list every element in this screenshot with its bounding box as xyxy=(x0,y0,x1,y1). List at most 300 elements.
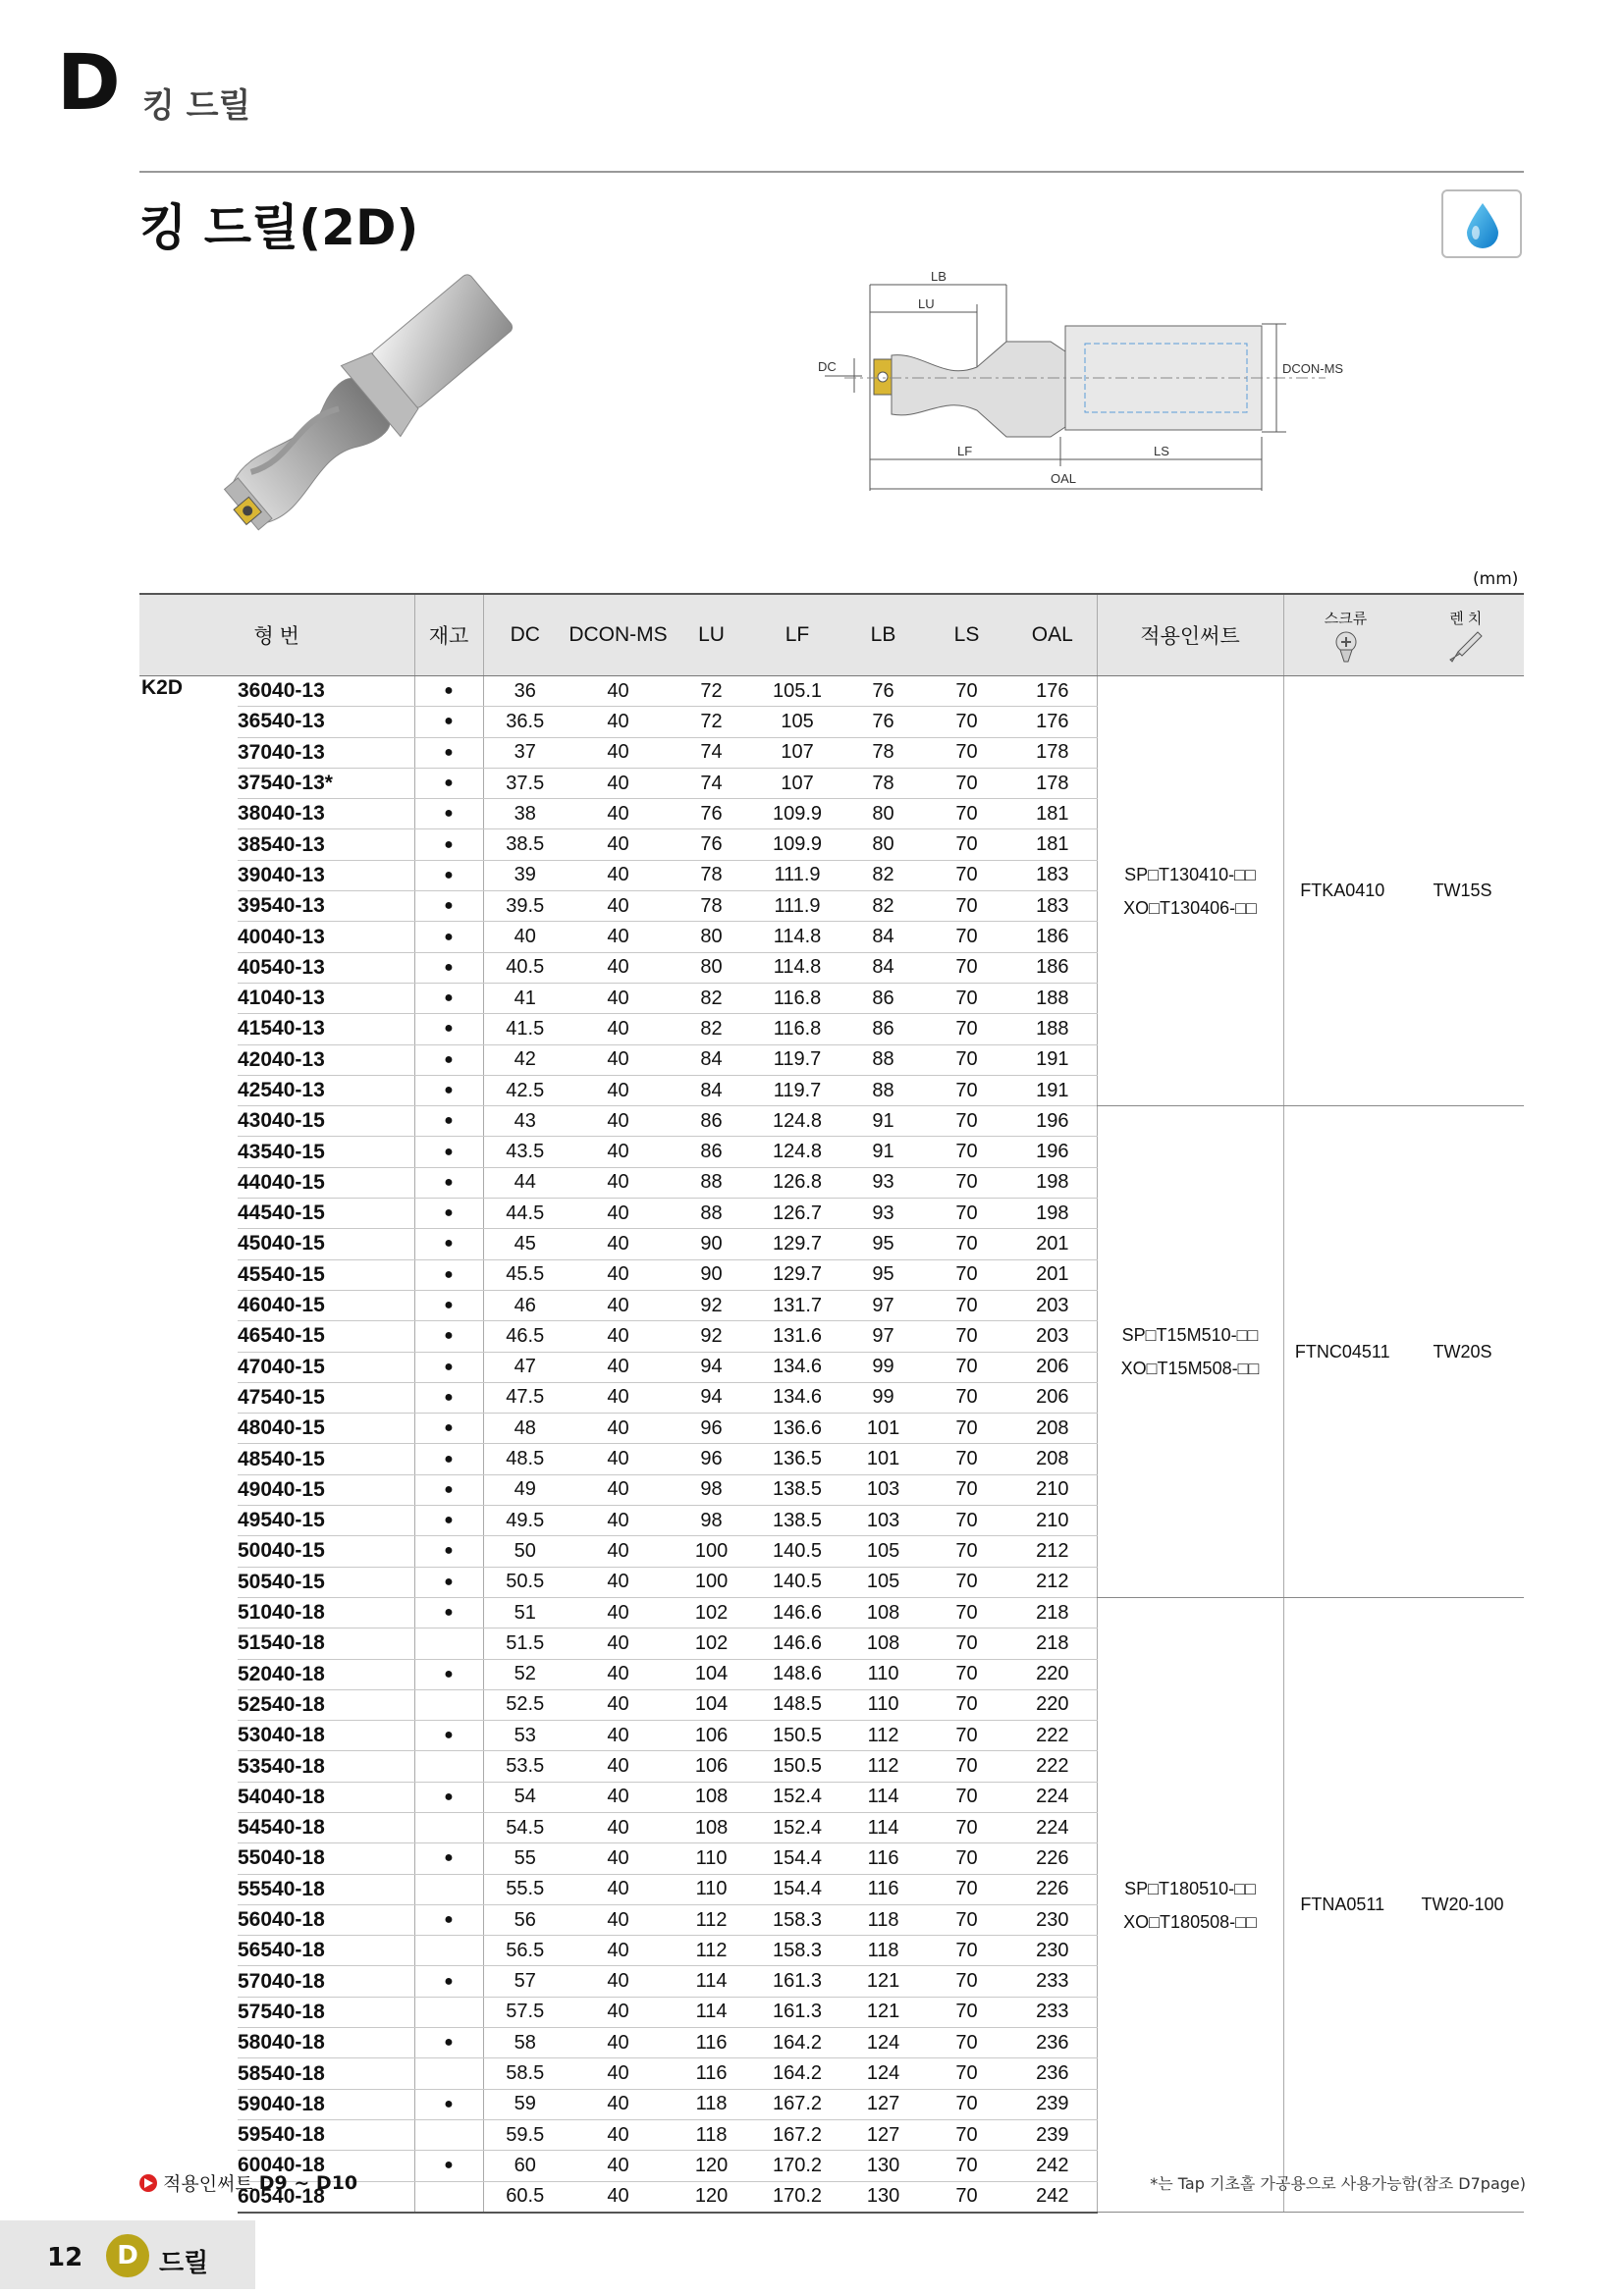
model-code: 37040-13 xyxy=(238,737,414,768)
cell-ls: 70 xyxy=(925,1966,1008,1997)
model-code: 45540-15 xyxy=(238,1259,414,1290)
model-code: 46040-15 xyxy=(238,1290,414,1320)
cell-stock: ● xyxy=(414,1782,483,1812)
cell-dc: 48 xyxy=(483,1414,567,1444)
cell-oal: 186 xyxy=(1008,922,1097,952)
insert-code: SP□T15M510-□□ xyxy=(1121,1325,1259,1346)
model-code: 36040-13 xyxy=(238,676,414,707)
cell-lb: 118 xyxy=(841,1936,925,1966)
cell-lu: 116 xyxy=(670,2058,753,2089)
cell-lf: 148.5 xyxy=(753,1689,841,1720)
section-badge: D xyxy=(106,2234,149,2277)
cell-ls: 70 xyxy=(925,2089,1008,2119)
cell-oal: 226 xyxy=(1008,1843,1097,1874)
cell-lb: 101 xyxy=(841,1414,925,1444)
cell-ls: 70 xyxy=(925,1721,1008,1751)
cell-stock: ● xyxy=(414,707,483,737)
cell-dc: 52 xyxy=(483,1659,567,1689)
cell-lu: 102 xyxy=(670,1629,753,1659)
model-code: 57040-18 xyxy=(238,1966,414,1997)
section-label: 드릴 xyxy=(159,2249,209,2278)
cell-dcon: 40 xyxy=(567,860,670,890)
cell-oal: 183 xyxy=(1008,891,1097,922)
cell-lb: 76 xyxy=(841,676,925,707)
cell-oal: 176 xyxy=(1008,707,1097,737)
cell-dcon: 40 xyxy=(567,1721,670,1751)
cell-lb: 130 xyxy=(841,2151,925,2181)
cell-stock: ● xyxy=(414,1075,483,1105)
cell-dcon: 40 xyxy=(567,1904,670,1935)
cell-dcon: 40 xyxy=(567,1352,670,1382)
cell-dcon: 40 xyxy=(567,1997,670,2027)
cell-dcon: 40 xyxy=(567,1874,670,1904)
table-row xyxy=(139,1597,1524,1628)
coolant-drop-icon xyxy=(1441,189,1522,258)
cell-lu: 98 xyxy=(670,1506,753,1536)
cell-dc: 44 xyxy=(483,1167,567,1198)
cell-dcon: 40 xyxy=(567,799,670,829)
cell-lu: 100 xyxy=(670,1567,753,1597)
cell-ls: 70 xyxy=(925,1044,1008,1075)
model-code: 60540-18 xyxy=(238,2181,414,2213)
cell-oal: 201 xyxy=(1008,1259,1097,1290)
cell-lb: 105 xyxy=(841,1536,925,1567)
cell-dcon: 40 xyxy=(567,1075,670,1105)
section-letter: D xyxy=(57,39,121,128)
cell-stock xyxy=(414,1751,483,1782)
cell-oal: 208 xyxy=(1008,1414,1097,1444)
cell-lb: 95 xyxy=(841,1259,925,1290)
cell-lf: 114.8 xyxy=(753,952,841,983)
cell-dcon: 40 xyxy=(567,1536,670,1567)
cell-dc: 40.5 xyxy=(483,952,567,983)
insert-code: SP□T130410-□□ xyxy=(1124,864,1256,884)
cell-lf: 111.9 xyxy=(753,860,841,890)
cell-stock: ● xyxy=(414,1259,483,1290)
cell-lu: 78 xyxy=(670,860,753,890)
col-lu: LU xyxy=(670,594,753,676)
cell-stock xyxy=(414,2181,483,2213)
cell-lu: 96 xyxy=(670,1414,753,1444)
cell-lf: 136.5 xyxy=(753,1444,841,1474)
cell-dcon: 40 xyxy=(567,676,670,707)
cell-oal: 198 xyxy=(1008,1167,1097,1198)
model-code: 50540-15 xyxy=(238,1567,414,1597)
screw-icon xyxy=(1328,628,1364,664)
cell-ls: 70 xyxy=(925,1259,1008,1290)
cell-ls: 70 xyxy=(925,1936,1008,1966)
cell-dcon: 40 xyxy=(567,1290,670,1320)
model-code: 42540-13 xyxy=(238,1075,414,1105)
cell-lb: 127 xyxy=(841,2089,925,2119)
cell-dc: 50 xyxy=(483,1536,567,1567)
cell-dcon: 40 xyxy=(567,1659,670,1689)
cell-ls: 70 xyxy=(925,1382,1008,1413)
cell-dcon: 40 xyxy=(567,1414,670,1444)
cell-lb: 88 xyxy=(841,1075,925,1105)
cell-lb: 95 xyxy=(841,1229,925,1259)
cell-dcon: 40 xyxy=(567,2028,670,2058)
cell-stock xyxy=(414,1997,483,2027)
cell-lu: 110 xyxy=(670,1843,753,1874)
cell-lf: 167.2 xyxy=(753,2119,841,2150)
cell-oal: 220 xyxy=(1008,1659,1097,1689)
cell-lf: 105.1 xyxy=(753,676,841,707)
model-code: 38040-13 xyxy=(238,799,414,829)
cell-lf: 126.7 xyxy=(753,1199,841,1229)
insert-cell xyxy=(1097,1597,1283,2212)
cell-ls: 70 xyxy=(925,1167,1008,1198)
cell-ls: 70 xyxy=(925,1414,1008,1444)
cell-lu: 118 xyxy=(670,2119,753,2150)
wrench-header xyxy=(1448,608,1484,664)
cell-dcon: 40 xyxy=(567,1567,670,1597)
cell-lb: 103 xyxy=(841,1506,925,1536)
cell-oal: 239 xyxy=(1008,2119,1097,2150)
cell-lu: 74 xyxy=(670,737,753,768)
cell-dc: 54 xyxy=(483,1782,567,1812)
cell-stock: ● xyxy=(414,891,483,922)
cell-lb: 121 xyxy=(841,1997,925,2027)
cell-lf: 167.2 xyxy=(753,2089,841,2119)
cell-oal: 212 xyxy=(1008,1567,1097,1597)
cell-ls: 70 xyxy=(925,1567,1008,1597)
cell-stock: ● xyxy=(414,860,483,890)
cell-lb: 116 xyxy=(841,1843,925,1874)
cell-lb: 91 xyxy=(841,1137,925,1167)
cell-lf: 134.6 xyxy=(753,1382,841,1413)
cell-lb: 101 xyxy=(841,1444,925,1474)
cell-stock: ● xyxy=(414,1536,483,1567)
cell-dc: 58.5 xyxy=(483,2058,567,2089)
cell-lf: 146.6 xyxy=(753,1597,841,1628)
cell-stock: ● xyxy=(414,1567,483,1597)
model-code: 37540-13* xyxy=(238,768,414,798)
cell-ls: 70 xyxy=(925,1597,1008,1628)
cell-dcon: 40 xyxy=(567,1199,670,1229)
insert-code: XO□T15M508-□□ xyxy=(1120,1359,1260,1379)
model-code: 49540-15 xyxy=(238,1506,414,1536)
model-code: 56040-18 xyxy=(238,1904,414,1935)
cell-dc: 48.5 xyxy=(483,1444,567,1474)
model-code: 40540-13 xyxy=(238,952,414,983)
cell-dcon: 40 xyxy=(567,952,670,983)
model-code: 55040-18 xyxy=(238,1843,414,1874)
cell-ls: 70 xyxy=(925,1904,1008,1935)
cell-oal: 206 xyxy=(1008,1352,1097,1382)
cell-dcon: 40 xyxy=(567,1843,670,1874)
cell-ls: 70 xyxy=(925,891,1008,922)
cell-dc: 55 xyxy=(483,1843,567,1874)
cell-lu: 118 xyxy=(670,2089,753,2119)
cell-ls: 70 xyxy=(925,2151,1008,2181)
cell-ls: 70 xyxy=(925,1689,1008,1720)
cell-lb: 82 xyxy=(841,860,925,890)
cell-lu: 110 xyxy=(670,1874,753,1904)
cell-lf: 134.6 xyxy=(753,1352,841,1382)
wrench-code: TW20-100 xyxy=(1401,1597,1524,2212)
cell-ls: 70 xyxy=(925,2119,1008,2150)
cell-stock: ● xyxy=(414,768,483,798)
section-title: 킹 드릴 xyxy=(142,86,251,126)
cell-dc: 40 xyxy=(483,922,567,952)
cell-ls: 70 xyxy=(925,829,1008,860)
cell-ls: 70 xyxy=(925,1014,1008,1044)
cell-dcon: 40 xyxy=(567,1259,670,1290)
cell-lu: 86 xyxy=(670,1106,753,1137)
cell-oal: 183 xyxy=(1008,860,1097,890)
cell-stock: ● xyxy=(414,1721,483,1751)
insert-cell xyxy=(1097,676,1283,1106)
cell-dcon: 40 xyxy=(567,1474,670,1505)
cell-dc: 44.5 xyxy=(483,1199,567,1229)
cell-lu: 82 xyxy=(670,983,753,1013)
cell-lf: 129.7 xyxy=(753,1229,841,1259)
cell-dcon: 40 xyxy=(567,768,670,798)
cell-stock: ● xyxy=(414,1199,483,1229)
cell-lu: 88 xyxy=(670,1199,753,1229)
cell-dc: 54.5 xyxy=(483,1812,567,1842)
cell-stock: ● xyxy=(414,983,483,1013)
model-code: 55540-18 xyxy=(238,1874,414,1904)
screw-code: FTNA0511 xyxy=(1283,1597,1401,2212)
cell-dc: 43.5 xyxy=(483,1137,567,1167)
cell-lf: 114.8 xyxy=(753,922,841,952)
cell-lb: 112 xyxy=(841,1721,925,1751)
cell-dc: 51 xyxy=(483,1597,567,1628)
cell-oal: 226 xyxy=(1008,1874,1097,1904)
cell-oal: 191 xyxy=(1008,1075,1097,1105)
label-ls: LS xyxy=(1154,444,1169,458)
cell-ls: 70 xyxy=(925,1106,1008,1137)
cell-dc: 45.5 xyxy=(483,1259,567,1290)
cell-oal: 206 xyxy=(1008,1382,1097,1413)
cell-dcon: 40 xyxy=(567,1044,670,1075)
model-code: 54540-18 xyxy=(238,1812,414,1842)
cell-dc: 50.5 xyxy=(483,1567,567,1597)
cell-lf: 158.3 xyxy=(753,1936,841,1966)
model-code: 43540-15 xyxy=(238,1137,414,1167)
cell-oal: 210 xyxy=(1008,1474,1097,1505)
cell-oal: 218 xyxy=(1008,1629,1097,1659)
unit-label: (mm) xyxy=(1473,569,1519,589)
cell-oal: 233 xyxy=(1008,1966,1097,1997)
cell-dc: 39.5 xyxy=(483,891,567,922)
label-dc: DC xyxy=(818,359,837,374)
cell-stock: ● xyxy=(414,829,483,860)
model-code: 57540-18 xyxy=(238,1997,414,2027)
cell-lb: 110 xyxy=(841,1689,925,1720)
cell-ls: 70 xyxy=(925,1352,1008,1382)
cell-lu: 94 xyxy=(670,1382,753,1413)
cell-dc: 49 xyxy=(483,1474,567,1505)
cell-lf: 154.4 xyxy=(753,1874,841,1904)
cell-ls: 70 xyxy=(925,983,1008,1013)
cell-lf: 107 xyxy=(753,768,841,798)
cell-lu: 84 xyxy=(670,1044,753,1075)
cell-lb: 124 xyxy=(841,2058,925,2089)
cell-stock: ● xyxy=(414,1382,483,1413)
cell-lu: 112 xyxy=(670,1936,753,1966)
cell-ls: 70 xyxy=(925,1290,1008,1320)
cell-dcon: 40 xyxy=(567,1597,670,1628)
cell-oal: 191 xyxy=(1008,1044,1097,1075)
cell-stock: ● xyxy=(414,1444,483,1474)
model-code: 47040-15 xyxy=(238,1352,414,1382)
cell-ls: 70 xyxy=(925,1782,1008,1812)
cell-stock xyxy=(414,2058,483,2089)
col-dc: DC xyxy=(483,594,567,676)
cell-lu: 96 xyxy=(670,1444,753,1474)
cell-ls: 70 xyxy=(925,860,1008,890)
cell-lu: 80 xyxy=(670,922,753,952)
cell-lf: 152.4 xyxy=(753,1782,841,1812)
cell-ls: 70 xyxy=(925,1843,1008,1874)
cell-stock: ● xyxy=(414,1352,483,1382)
cell-lb: 91 xyxy=(841,1106,925,1137)
cell-dc: 49.5 xyxy=(483,1506,567,1536)
insert-code: XO□T180508-□□ xyxy=(1123,1911,1257,1932)
cell-ls: 70 xyxy=(925,1137,1008,1167)
cell-dcon: 40 xyxy=(567,1382,670,1413)
cell-lb: 121 xyxy=(841,1966,925,1997)
cell-oal: 181 xyxy=(1008,799,1097,829)
cell-ls: 70 xyxy=(925,952,1008,983)
cell-lb: 118 xyxy=(841,1904,925,1935)
cell-lf: 146.6 xyxy=(753,1629,841,1659)
wrench-icon xyxy=(1448,628,1484,664)
cell-lf: 150.5 xyxy=(753,1751,841,1782)
cell-dc: 52.5 xyxy=(483,1689,567,1720)
cell-lf: 164.2 xyxy=(753,2028,841,2058)
model-code: 49040-15 xyxy=(238,1474,414,1505)
cell-lu: 72 xyxy=(670,707,753,737)
cell-dcon: 40 xyxy=(567,1014,670,1044)
cell-dc: 42 xyxy=(483,1044,567,1075)
cell-dc: 41 xyxy=(483,983,567,1013)
cell-lu: 84 xyxy=(670,1075,753,1105)
cell-lf: 152.4 xyxy=(753,1812,841,1842)
cell-oal: 181 xyxy=(1008,829,1097,860)
cell-oal: 178 xyxy=(1008,737,1097,768)
cell-dcon: 40 xyxy=(567,2151,670,2181)
tap-note: *는 Tap 기초홀 가공용으로 사용가능함(참조 D7page) xyxy=(1150,2174,1526,2193)
screw-code: FTNC04511 xyxy=(1283,1106,1401,1598)
cell-ls: 70 xyxy=(925,1444,1008,1474)
cell-dcon: 40 xyxy=(567,1689,670,1720)
cell-lb: 114 xyxy=(841,1812,925,1842)
cell-lb: 78 xyxy=(841,768,925,798)
col-accessories xyxy=(1283,594,1524,676)
cell-lf: 170.2 xyxy=(753,2181,841,2213)
col-dcon: DCON-MS xyxy=(567,594,670,676)
cell-dc: 53.5 xyxy=(483,1751,567,1782)
cell-oal: 224 xyxy=(1008,1812,1097,1842)
cell-lu: 74 xyxy=(670,768,753,798)
cell-lf: 138.5 xyxy=(753,1474,841,1505)
cell-ls: 70 xyxy=(925,1874,1008,1904)
cell-stock: ● xyxy=(414,2151,483,2181)
cell-lf: 131.6 xyxy=(753,1321,841,1352)
arrow-bullet-icon xyxy=(139,2174,157,2192)
cell-lu: 106 xyxy=(670,1721,753,1751)
header-divider xyxy=(139,171,1524,173)
cell-dc: 38.5 xyxy=(483,829,567,860)
cell-lf: 107 xyxy=(753,737,841,768)
cell-dc: 53 xyxy=(483,1721,567,1751)
col-model: 형 번 xyxy=(139,594,414,676)
model-code: 56540-18 xyxy=(238,1936,414,1966)
cell-lb: 127 xyxy=(841,2119,925,2150)
cell-oal: 233 xyxy=(1008,1997,1097,2027)
cell-lf: 164.2 xyxy=(753,2058,841,2089)
cell-oal: 210 xyxy=(1008,1506,1097,1536)
cell-lf: 109.9 xyxy=(753,829,841,860)
cell-dc: 46.5 xyxy=(483,1321,567,1352)
cell-stock: ● xyxy=(414,1106,483,1137)
cell-dcon: 40 xyxy=(567,1936,670,1966)
model-code: 50040-15 xyxy=(238,1536,414,1567)
cell-dc: 60.5 xyxy=(483,2181,567,2213)
cell-lb: 108 xyxy=(841,1597,925,1628)
insert-code: SP□T180510-□□ xyxy=(1124,1878,1256,1898)
cell-lu: 114 xyxy=(670,1997,753,2027)
cell-oal: 242 xyxy=(1008,2151,1097,2181)
cell-lu: 94 xyxy=(670,1352,753,1382)
cell-lf: 136.6 xyxy=(753,1414,841,1444)
model-code: 58040-18 xyxy=(238,2028,414,2058)
cell-stock: ● xyxy=(414,1229,483,1259)
cell-dcon: 40 xyxy=(567,1137,670,1167)
cell-dc: 47 xyxy=(483,1352,567,1382)
cell-stock xyxy=(414,1689,483,1720)
cell-dcon: 40 xyxy=(567,1751,670,1782)
cell-lf: 138.5 xyxy=(753,1506,841,1536)
cell-lu: 72 xyxy=(670,676,753,707)
model-code: 59540-18 xyxy=(238,2119,414,2150)
cell-lu: 114 xyxy=(670,1966,753,1997)
cell-stock: ● xyxy=(414,1167,483,1198)
cell-dc: 43 xyxy=(483,1106,567,1137)
cell-ls: 70 xyxy=(925,737,1008,768)
cell-dcon: 40 xyxy=(567,2089,670,2119)
cell-lf: 140.5 xyxy=(753,1536,841,1567)
cell-dcon: 40 xyxy=(567,829,670,860)
col-oal: OAL xyxy=(1008,594,1097,676)
cell-lf: 140.5 xyxy=(753,1567,841,1597)
wrench-code: TW15S xyxy=(1401,676,1524,1106)
cell-lu: 102 xyxy=(670,1597,753,1628)
cell-lu: 106 xyxy=(670,1751,753,1782)
cell-oal: 201 xyxy=(1008,1229,1097,1259)
cell-stock: ● xyxy=(414,952,483,983)
cell-lu: 92 xyxy=(670,1321,753,1352)
cell-oal: 186 xyxy=(1008,952,1097,983)
cell-oal: 203 xyxy=(1008,1290,1097,1320)
cell-dc: 55.5 xyxy=(483,1874,567,1904)
cell-ls: 70 xyxy=(925,676,1008,707)
cell-oal: 220 xyxy=(1008,1689,1097,1720)
cell-oal: 224 xyxy=(1008,1782,1097,1812)
cell-oal: 242 xyxy=(1008,2181,1097,2213)
cell-lf: 111.9 xyxy=(753,891,841,922)
cell-lb: 86 xyxy=(841,1014,925,1044)
cell-lb: 124 xyxy=(841,2028,925,2058)
model-code: 60040-18 xyxy=(238,2151,414,2181)
cell-lu: 108 xyxy=(670,1812,753,1842)
model-code: 52540-18 xyxy=(238,1689,414,1720)
cell-oal: 212 xyxy=(1008,1536,1097,1567)
